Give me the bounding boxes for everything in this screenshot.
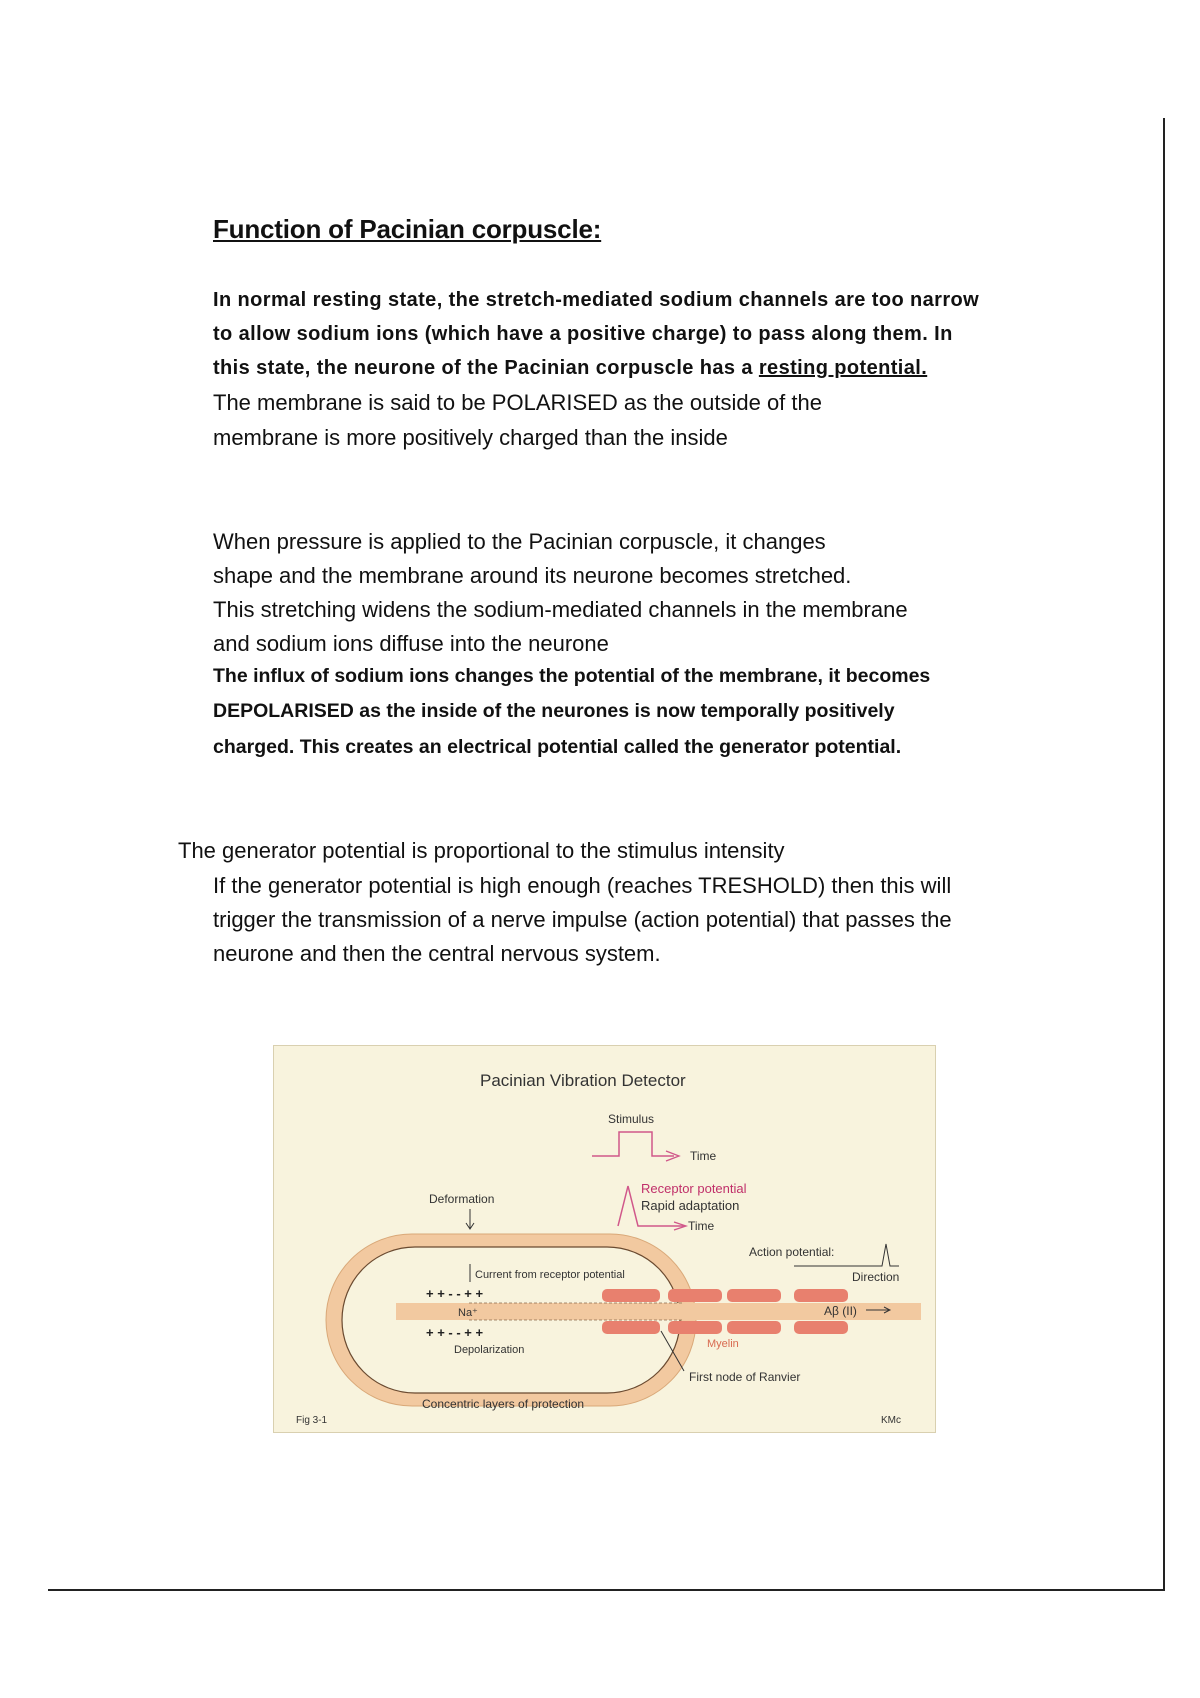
stimulus-pulse-line [592, 1132, 674, 1156]
deformation-label: Deformation [429, 1192, 495, 1206]
pacinian-figure [273, 1045, 936, 1433]
page-frame-bottom-border [48, 1589, 1165, 1591]
myelin-segment [668, 1321, 722, 1334]
a-beta-label: Aβ (II) [824, 1304, 857, 1318]
stimulus-label: Stimulus [608, 1112, 655, 1126]
concentric-layers-label: Concentric layers of protection [422, 1397, 585, 1411]
myelin-segment [727, 1321, 781, 1334]
figure-credit-label: KMc [881, 1415, 901, 1426]
para2-line-1: The membrane is said to be POLARISED as the outside of the [213, 390, 822, 415]
para1-line-1: In normal resting state, the stretch-mediated sodium channels are too narrow [213, 289, 980, 311]
para3-line-4: and sodium ions diffuse into the neurone [213, 631, 609, 656]
para1-line-2: to allow sodium ions (which have a positive charge) to pass along them. In [213, 323, 953, 345]
receptor-potential-label: Receptor potential [641, 1181, 747, 1196]
myelin-segment [794, 1321, 848, 1334]
figure-title: Pacinian Vibration Detector [480, 1071, 686, 1090]
resting-potential-term: resting potential. [758, 357, 928, 379]
para1-line-3 [213, 357, 927, 380]
depolarization-label: Depolarization [454, 1344, 525, 1356]
rapid-adaptation-label: Rapid adaptation [641, 1198, 740, 1213]
time-label-2: Time [688, 1219, 715, 1233]
para5-line-2: trigger the transmission of a nerve impulse (action potential) that passes the [213, 907, 952, 932]
para5-lead: The generator potential is proportional to the stimulus intensity [178, 838, 785, 863]
para1-line-3-text: this state, the neurone of the Pacinian corpuscle has a [213, 357, 759, 379]
current-label: Current from receptor potential [475, 1269, 625, 1281]
time-label-1: Time [690, 1149, 717, 1163]
charges-bottom: + + - - + + [426, 1325, 484, 1340]
charges-top: + + - - + + [426, 1286, 484, 1301]
para5-line-1: If the generator potential is high enough (reaches TRESHOLD) then this will [213, 873, 952, 898]
pacinian-diagram [274, 1046, 935, 1432]
para5-line-3: neurone and then the central nervous system. [213, 941, 661, 966]
para3-line-3: This stretching widens the sodium-mediated channels in the membrane [213, 597, 908, 622]
action-potential-label: Action potential: [749, 1245, 835, 1259]
first-node-label: First node of Ranvier [689, 1370, 801, 1384]
para4-line-2: DEPOLARISED as the inside of the neurones is now temporally positively [213, 700, 895, 722]
page-frame-right-border [1163, 118, 1165, 1590]
myelin-segment [794, 1289, 848, 1302]
myelin-label: Myelin [707, 1338, 739, 1350]
page-title: Function of Pacinian corpuscle: [213, 214, 602, 244]
myelin-segment [668, 1289, 722, 1302]
myelin-segment [602, 1321, 660, 1334]
para4-line-1: The influx of sodium ions changes the potential of the membrane, it becomes [213, 665, 931, 687]
myelin-segment [602, 1289, 660, 1302]
para2-line-2: membrane is more positively charged than the inside [213, 425, 728, 450]
figure-number-label: Fig 3-1 [296, 1415, 328, 1426]
sodium-ion-label: Na⁺ [458, 1307, 478, 1319]
para3-line-1: When pressure is applied to the Pacinian corpuscle, it changes [213, 529, 826, 554]
para3-line-2: shape and the membrane around its neurone becomes stretched. [213, 563, 852, 588]
direction-label: Direction [852, 1270, 900, 1284]
para4-line-3: charged. This creates an electrical potential called the generator potential. [213, 736, 902, 758]
myelin-segment [727, 1289, 781, 1302]
